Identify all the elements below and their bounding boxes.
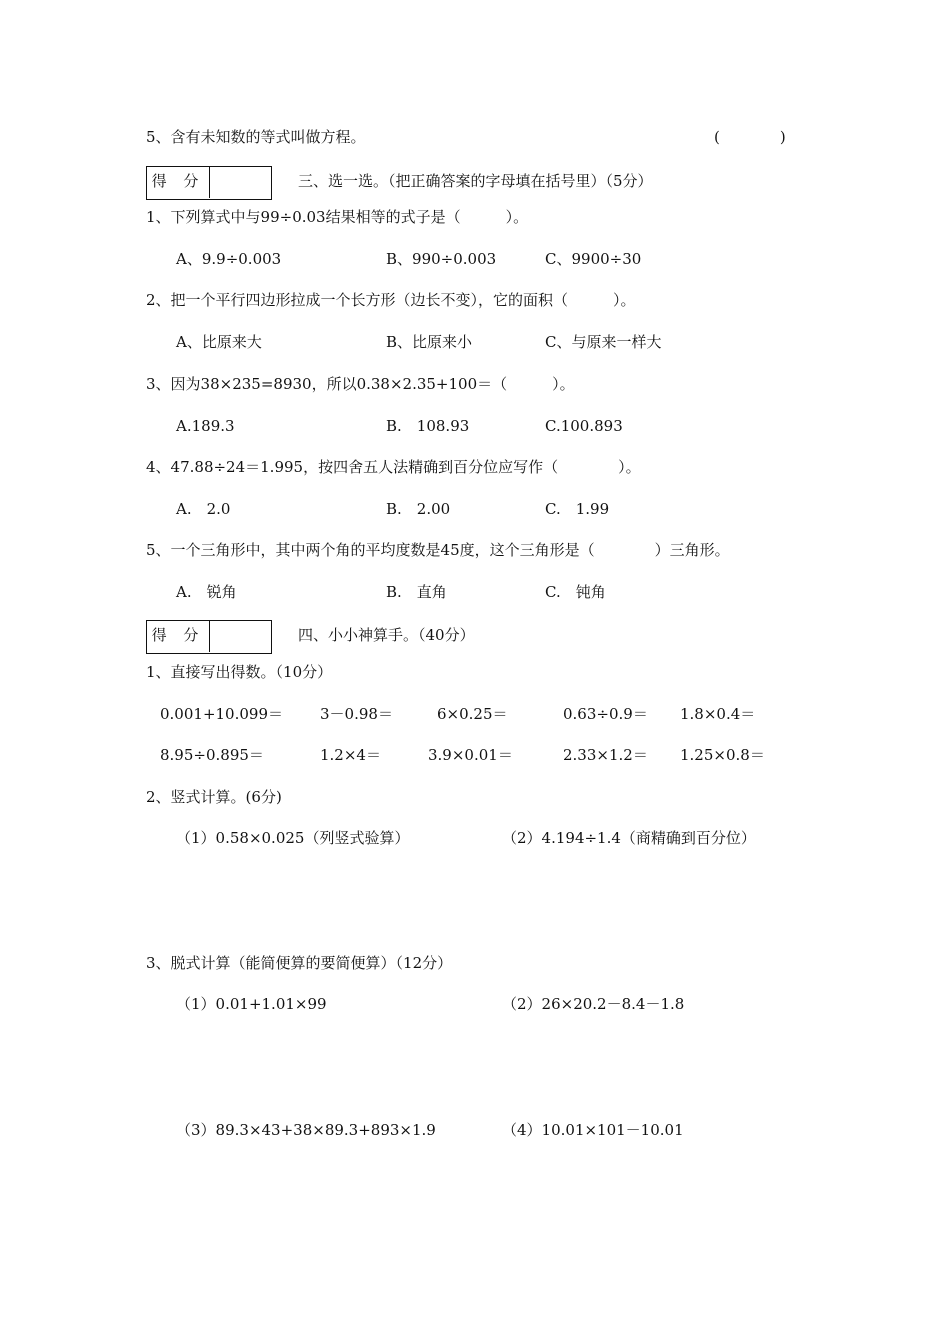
oral-calc-item: 2.33×1.2＝: [563, 746, 648, 764]
option-b: B、比原来小: [386, 333, 473, 351]
option-c: C、9900÷30: [545, 250, 642, 268]
option-c: C、与原来一样大: [545, 333, 662, 351]
step-calc-item: （1）0.01+1.01×99: [176, 995, 327, 1013]
judge-question-5: 5、含有未知数的等式叫做方程。: [146, 128, 366, 146]
subsection-1-title: 1、直接写出得数。（10分）: [146, 663, 333, 681]
choice-question-3: 3、因为38×235=8930，所以0.38×2.35+100＝（ ）。: [146, 375, 575, 393]
option-b: B. 直角: [386, 583, 447, 601]
option-a: A. 锐角: [176, 583, 237, 601]
choice-question-4: 4、47.88÷24＝1.995，按四舍五人法精确到百分位应写作（ ）。: [146, 458, 641, 476]
vertical-calc-item: （2）4.194÷1.4（商精确到百分位）: [502, 829, 756, 847]
score-value-cell[interactable]: [211, 167, 271, 198]
option-a: A、比原来大: [176, 333, 262, 351]
oral-calc-item: 3－0.98＝: [320, 705, 393, 723]
score-box: [146, 166, 272, 200]
score-label: 得 分: [147, 167, 210, 198]
score-box: [146, 620, 272, 654]
option-b: B. 2.00: [386, 500, 451, 518]
option-c: C. 1.99: [545, 500, 610, 518]
oral-calc-item: 3.9×0.01＝: [428, 746, 513, 764]
section-4-title: 四、小小神算手。（40分）: [298, 626, 475, 644]
option-a: A. 2.0: [176, 500, 231, 518]
step-calc-item: （2）26×20.2－8.4－1.8: [502, 995, 685, 1013]
option-a: A.189.3: [176, 417, 235, 435]
step-calc-item: （4）10.01×101－10.01: [502, 1121, 684, 1139]
oral-calc-item: 1.2×4＝: [320, 746, 381, 764]
subsection-3-title: 3、脱式计算（能简便算的要简便算）（12分）: [146, 954, 453, 972]
oral-calc-item: 1.8×0.4＝: [680, 705, 756, 723]
choice-question-5: 5、一个三角形中，其中两个角的平均度数是45度，这个三角形是（ ）三角形。: [146, 541, 730, 559]
section-3-title: 三、选一选。（把正确答案的字母填在括号里）（5分）: [298, 172, 653, 190]
oral-calc-item: 0.001+10.099＝: [160, 705, 283, 723]
option-b: B、990÷0.003: [386, 250, 497, 268]
option-a: A、9.9÷0.003: [176, 250, 282, 268]
choice-question-2: 2、把一个平行四边形拉成一个长方形（边长不变），它的面积（ ）。: [146, 291, 636, 309]
answer-paren[interactable]: ( ): [714, 128, 786, 146]
step-calc-item: （3）89.3×43+38×89.3+893×1.9: [176, 1121, 436, 1139]
oral-calc-item: 8.95÷0.895＝: [160, 746, 264, 764]
oral-calc-item: 0.63÷0.9＝: [563, 705, 648, 723]
score-label: 得 分: [147, 621, 210, 652]
oral-calc-item: 6×0.25＝: [437, 705, 508, 723]
oral-calc-item: 1.25×0.8＝: [680, 746, 765, 764]
option-b: B. 108.93: [386, 417, 470, 435]
option-c: C. 钝角: [545, 583, 606, 601]
vertical-calc-item: （1）0.58×0.025（列竖式验算）: [176, 829, 410, 847]
subsection-2-title: 2、竖式计算。(6分): [146, 788, 282, 806]
choice-question-1: 1、下列算式中与99÷0.03结果相等的式子是（ ）。: [146, 208, 529, 226]
score-value-cell[interactable]: [211, 621, 271, 652]
option-c: C.100.893: [545, 417, 623, 435]
